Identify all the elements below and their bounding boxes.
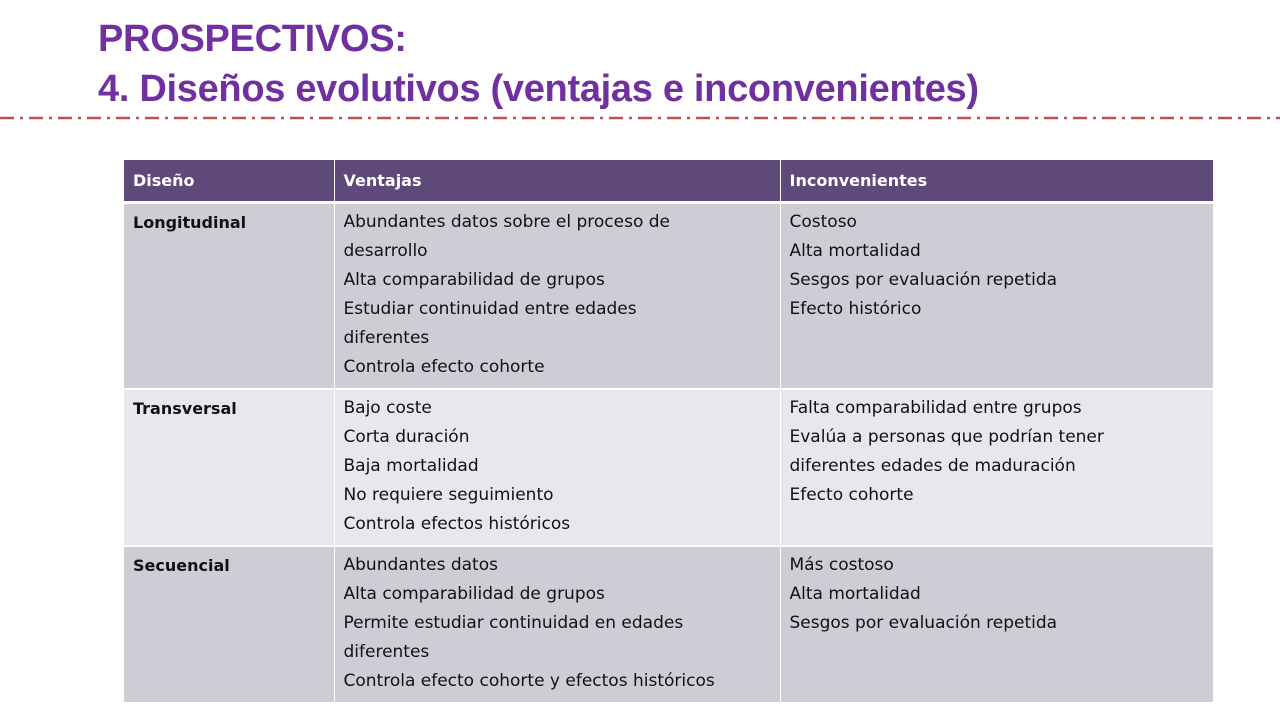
disadvantage-item: Más costoso [789, 555, 894, 575]
advantage-item: diferentes [343, 328, 430, 348]
advantage-item: Estudiar continuidad entre edades [343, 299, 637, 319]
table-row [124, 389, 1213, 546]
advantage-item: No requiere seguimiento [343, 485, 554, 505]
disadvantages-cell [780, 203, 1213, 390]
disadvantage-item: Efecto cohorte [789, 485, 914, 505]
header-design: Diseño [124, 160, 334, 203]
design-comparison-table [124, 160, 1213, 704]
table-row [124, 546, 1213, 703]
advantage-item: Alta comparabilidad de grupos [343, 584, 605, 604]
design-comparison-table-container [124, 160, 1213, 704]
header-disadvantages: Inconvenientes [780, 160, 1213, 203]
advantage-item: diferentes [343, 642, 430, 662]
advantage-item: Abundantes datos [343, 555, 498, 575]
disadvantage-item: Alta mortalidad [789, 241, 921, 261]
disadvantage-item: Evalúa a personas que podrían tener [789, 427, 1104, 447]
advantages-cell [334, 389, 780, 546]
header-advantages: Ventajas [334, 160, 780, 203]
disadvantages-cell [780, 546, 1213, 703]
advantages-cell [334, 546, 780, 703]
disadvantages-cell [780, 389, 1213, 546]
advantage-item: Controla efecto cohorte [343, 357, 545, 377]
disadvantage-item: Sesgos por evaluación repetida [789, 613, 1058, 633]
advantages-cell [334, 203, 780, 390]
disadvantage-item: Efecto histórico [789, 299, 922, 319]
advantage-item: Controla efectos históricos [343, 514, 571, 534]
advantage-item: Abundantes datos sobre el proceso de [343, 212, 671, 232]
table-row [124, 203, 1213, 390]
advantage-item: Alta comparabilidad de grupos [343, 270, 605, 290]
design-name: Transversal [124, 389, 334, 546]
disadvantage-item: diferentes edades de maduración [789, 456, 1076, 476]
advantage-item: Permite estudiar continuidad en edades [343, 613, 684, 633]
slide-title-line-1: PROSPECTIVOS: [98, 18, 407, 60]
dash-dot-divider [0, 116, 1280, 120]
slide-title-line-2: 4. Diseños evolutivos (ventajas e inconvenientes) [98, 68, 979, 110]
design-name: Longitudinal [124, 203, 334, 390]
advantage-item: desarrollo [343, 241, 428, 261]
advantage-item: Corta duración [343, 427, 470, 447]
advantage-item: Controla efecto cohorte y efectos históricos [343, 671, 715, 691]
design-name: Secuencial [124, 546, 334, 703]
disadvantage-item: Sesgos por evaluación repetida [789, 270, 1058, 290]
disadvantage-item: Alta mortalidad [789, 584, 921, 604]
advantage-item: Bajo coste [343, 398, 432, 418]
disadvantage-item: Costoso [789, 212, 857, 232]
slide-title [98, 14, 979, 114]
advantage-item: Baja mortalidad [343, 456, 479, 476]
disadvantage-item: Falta comparabilidad entre grupos [789, 398, 1082, 418]
table-header-row [124, 160, 1213, 203]
